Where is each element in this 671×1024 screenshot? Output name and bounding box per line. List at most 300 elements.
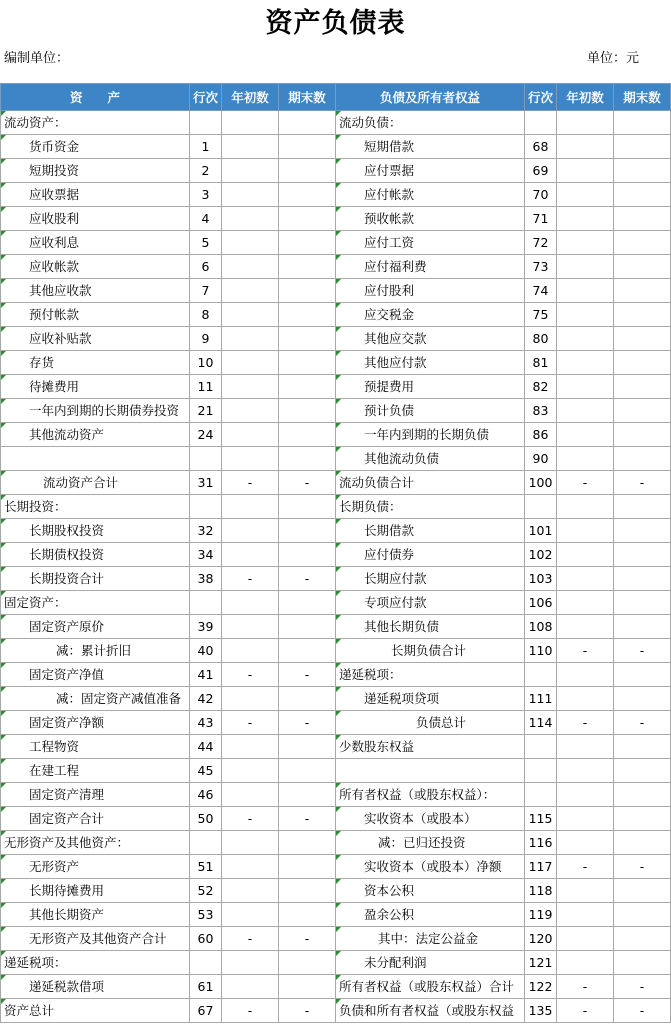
asset-item-cell: 递延税项： <box>1 951 190 975</box>
asset-item-cell: 固定资产清理 <box>1 783 190 807</box>
liability-line-no-cell: 81 <box>525 351 557 375</box>
asset-opening-cell <box>222 855 279 879</box>
liability-line-no-cell <box>525 783 557 807</box>
asset-opening-cell <box>222 687 279 711</box>
asset-line-no-cell: 53 <box>190 903 222 927</box>
asset-closing-cell: - <box>279 663 336 687</box>
asset-line-no-cell: 6 <box>190 255 222 279</box>
table-row <box>1 471 671 495</box>
liability-closing-cell: - <box>614 639 671 663</box>
table-row <box>1 711 671 735</box>
liability-item-cell: 流动负债： <box>336 111 525 135</box>
liability-line-no-cell: 108 <box>525 615 557 639</box>
asset-opening-cell <box>222 951 279 975</box>
asset-line-no-cell <box>190 951 222 975</box>
asset-line-no-cell: 2 <box>190 159 222 183</box>
liability-opening-cell <box>557 951 614 975</box>
asset-opening-cell <box>222 903 279 927</box>
asset-opening-cell <box>222 135 279 159</box>
liability-opening-cell <box>557 567 614 591</box>
table-row <box>1 975 671 999</box>
liability-item-cell: 应交税金 <box>336 303 525 327</box>
liability-opening-cell <box>557 231 614 255</box>
asset-item-cell: 应收利息 <box>1 231 190 255</box>
asset-item-cell: 长期股权投资 <box>1 519 190 543</box>
asset-item-cell: 流动资产： <box>1 111 190 135</box>
liability-closing-cell <box>614 927 671 951</box>
liability-closing-cell <box>614 783 671 807</box>
liability-opening-cell <box>557 447 614 471</box>
table-row <box>1 231 671 255</box>
liability-line-no-cell: 71 <box>525 207 557 231</box>
asset-line-no-cell: 1 <box>190 135 222 159</box>
asset-closing-cell <box>279 831 336 855</box>
asset-opening-cell <box>222 303 279 327</box>
asset-closing-cell <box>279 591 336 615</box>
liability-line-no-cell: 68 <box>525 135 557 159</box>
header-opening-right: 年初数 <box>557 84 614 111</box>
header-opening: 年初数 <box>222 84 279 111</box>
table-row <box>1 879 671 903</box>
asset-opening-cell <box>222 207 279 231</box>
liability-opening-cell <box>557 351 614 375</box>
asset-opening-cell <box>222 327 279 351</box>
asset-line-no-cell <box>190 495 222 519</box>
asset-item-cell: 固定资产净额 <box>1 711 190 735</box>
table-row <box>1 999 671 1023</box>
asset-line-no-cell: 3 <box>190 183 222 207</box>
asset-line-no-cell: 5 <box>190 231 222 255</box>
asset-item-cell: 长期投资： <box>1 495 190 519</box>
liability-opening-cell <box>557 927 614 951</box>
asset-item-cell: 货币资金 <box>1 135 190 159</box>
liability-line-no-cell: 90 <box>525 447 557 471</box>
liability-line-no-cell: 102 <box>525 543 557 567</box>
liability-opening-cell <box>557 615 614 639</box>
table-row <box>1 111 671 135</box>
liability-closing-cell <box>614 399 671 423</box>
asset-closing-cell <box>279 735 336 759</box>
liability-item-cell: 长期负债： <box>336 495 525 519</box>
liability-opening-cell <box>557 327 614 351</box>
asset-closing-cell <box>279 207 336 231</box>
asset-item-cell: 应收股利 <box>1 207 190 231</box>
liability-item-cell: 其中：法定公益金 <box>336 927 525 951</box>
liability-opening-cell <box>557 759 614 783</box>
asset-closing-cell <box>279 447 336 471</box>
asset-line-no-cell: 61 <box>190 975 222 999</box>
asset-opening-cell <box>222 615 279 639</box>
asset-item-cell: 长期债权投资 <box>1 543 190 567</box>
table-row <box>1 543 671 567</box>
asset-closing-cell <box>279 255 336 279</box>
asset-closing-cell <box>279 159 336 183</box>
asset-opening-cell <box>222 231 279 255</box>
liability-closing-cell <box>614 279 671 303</box>
header-liabilities-equity: 负债及所有者权益 <box>336 84 525 111</box>
table-row <box>1 735 671 759</box>
table-row <box>1 591 671 615</box>
liability-item-cell: 所有者权益（或股东权益）： <box>336 783 525 807</box>
asset-opening-cell <box>222 111 279 135</box>
asset-opening-cell <box>222 759 279 783</box>
liability-closing-cell <box>614 687 671 711</box>
table-row <box>1 207 671 231</box>
asset-closing-cell: - <box>279 471 336 495</box>
table-row <box>1 135 671 159</box>
asset-line-no-cell: 31 <box>190 471 222 495</box>
table-row <box>1 351 671 375</box>
asset-opening-cell <box>222 495 279 519</box>
liability-item-cell: 长期负债合计 <box>336 639 525 663</box>
liability-closing-cell: - <box>614 999 671 1023</box>
liability-item-cell: 长期借款 <box>336 519 525 543</box>
liability-closing-cell <box>614 567 671 591</box>
liability-opening-cell <box>557 807 614 831</box>
asset-opening-cell <box>222 447 279 471</box>
asset-line-no-cell: 46 <box>190 783 222 807</box>
liability-closing-cell <box>614 807 671 831</box>
asset-closing-cell <box>279 231 336 255</box>
liability-closing-cell: - <box>614 855 671 879</box>
liability-item-cell: 长期应付款 <box>336 567 525 591</box>
table-row <box>1 759 671 783</box>
liability-closing-cell <box>614 111 671 135</box>
asset-item-cell <box>1 447 190 471</box>
asset-closing-cell <box>279 687 336 711</box>
asset-item-cell: 减：固定资产减值准备 <box>1 687 190 711</box>
asset-closing-cell: - <box>279 567 336 591</box>
liability-closing-cell <box>614 951 671 975</box>
liability-line-no-cell: 82 <box>525 375 557 399</box>
asset-closing-cell <box>279 327 336 351</box>
asset-opening-cell: - <box>222 663 279 687</box>
liability-line-no-cell: 116 <box>525 831 557 855</box>
liability-line-no-cell: 110 <box>525 639 557 663</box>
asset-line-no-cell: 11 <box>190 375 222 399</box>
liability-closing-cell <box>614 519 671 543</box>
asset-item-cell: 工程物资 <box>1 735 190 759</box>
liability-item-cell: 其他应交款 <box>336 327 525 351</box>
asset-item-cell: 应收票据 <box>1 183 190 207</box>
table-row <box>1 255 671 279</box>
liability-item-cell: 实收资本（或股本）净额 <box>336 855 525 879</box>
table-row <box>1 159 671 183</box>
liability-line-no-cell: 119 <box>525 903 557 927</box>
liability-closing-cell <box>614 543 671 567</box>
asset-line-no-cell: 7 <box>190 279 222 303</box>
asset-line-no-cell <box>190 111 222 135</box>
asset-line-no-cell <box>190 831 222 855</box>
liability-closing-cell <box>614 423 671 447</box>
asset-closing-cell <box>279 111 336 135</box>
liability-line-no-cell: 118 <box>525 879 557 903</box>
liability-closing-cell <box>614 375 671 399</box>
asset-closing-cell: - <box>279 927 336 951</box>
table-row <box>1 447 671 471</box>
asset-line-no-cell: 43 <box>190 711 222 735</box>
org-label: 编制单位： <box>4 51 70 66</box>
asset-line-no-cell: 39 <box>190 615 222 639</box>
table-row <box>1 399 671 423</box>
liability-opening-cell: - <box>557 855 614 879</box>
table-row <box>1 423 671 447</box>
liability-closing-cell <box>614 255 671 279</box>
asset-opening-cell <box>222 399 279 423</box>
asset-closing-cell: - <box>279 999 336 1023</box>
liability-opening-cell: - <box>557 999 614 1023</box>
asset-opening-cell <box>222 543 279 567</box>
liability-opening-cell: - <box>557 471 614 495</box>
header-line-no-right: 行次 <box>525 84 557 111</box>
liability-closing-cell <box>614 303 671 327</box>
liability-line-no-cell: 111 <box>525 687 557 711</box>
liability-item-cell: 应付票据 <box>336 159 525 183</box>
liability-line-no-cell: 135 <box>525 999 557 1023</box>
liability-opening-cell <box>557 879 614 903</box>
asset-item-cell: 固定资产原价 <box>1 615 190 639</box>
liability-item-cell: 其他流动负债 <box>336 447 525 471</box>
liability-item-cell: 应付帐款 <box>336 183 525 207</box>
liability-opening-cell <box>557 207 614 231</box>
liability-closing-cell <box>614 231 671 255</box>
liability-item-cell: 减：已归还投资 <box>336 831 525 855</box>
asset-line-no-cell: 34 <box>190 543 222 567</box>
asset-opening-cell: - <box>222 999 279 1023</box>
liability-line-no-cell: 117 <box>525 855 557 879</box>
liability-opening-cell <box>557 903 614 927</box>
unit-label: 单位：元 <box>586 51 639 66</box>
asset-opening-cell <box>222 375 279 399</box>
asset-item-cell: 固定资产： <box>1 591 190 615</box>
asset-line-no-cell: 9 <box>190 327 222 351</box>
asset-line-no-cell <box>190 591 222 615</box>
liability-line-no-cell: 74 <box>525 279 557 303</box>
asset-opening-cell <box>222 591 279 615</box>
liability-item-cell: 流动负债合计 <box>336 471 525 495</box>
liability-line-no-cell: 73 <box>525 255 557 279</box>
liability-closing-cell <box>614 831 671 855</box>
liability-opening-cell <box>557 255 614 279</box>
liability-item-cell <box>336 759 525 783</box>
liability-item-cell: 专项应付款 <box>336 591 525 615</box>
liability-opening-cell <box>557 831 614 855</box>
liability-opening-cell <box>557 663 614 687</box>
asset-closing-cell <box>279 375 336 399</box>
page-title: 资产负债表 <box>265 8 406 39</box>
asset-item-cell: 递延税款借项 <box>1 975 190 999</box>
asset-closing-cell <box>279 519 336 543</box>
table-row <box>1 279 671 303</box>
table-row <box>1 327 671 351</box>
liability-closing-cell <box>614 183 671 207</box>
asset-opening-cell: - <box>222 927 279 951</box>
table-row <box>1 495 671 519</box>
liability-line-no-cell: 115 <box>525 807 557 831</box>
asset-closing-cell <box>279 183 336 207</box>
table-row <box>1 783 671 807</box>
asset-item-cell: 流动资产合计 <box>1 471 190 495</box>
table-row <box>1 903 671 927</box>
table-row <box>1 519 671 543</box>
asset-closing-cell <box>279 135 336 159</box>
liability-closing-cell <box>614 663 671 687</box>
asset-opening-cell <box>222 639 279 663</box>
asset-closing-cell <box>279 543 336 567</box>
asset-closing-cell <box>279 855 336 879</box>
asset-item-cell: 其他长期资产 <box>1 903 190 927</box>
asset-closing-cell <box>279 975 336 999</box>
table-row <box>1 927 671 951</box>
liability-line-no-cell: 122 <box>525 975 557 999</box>
liability-item-cell: 预收帐款 <box>336 207 525 231</box>
liability-closing-cell <box>614 903 671 927</box>
asset-item-cell: 资产总计 <box>1 999 190 1023</box>
asset-opening-cell <box>222 159 279 183</box>
asset-line-no-cell: 21 <box>190 399 222 423</box>
asset-opening-cell <box>222 351 279 375</box>
table-row <box>1 567 671 591</box>
liability-item-cell: 实收资本（或股本） <box>336 807 525 831</box>
liability-closing-cell <box>614 327 671 351</box>
asset-closing-cell <box>279 759 336 783</box>
liability-line-no-cell: 103 <box>525 567 557 591</box>
liability-closing-cell <box>614 495 671 519</box>
liability-item-cell: 应付债券 <box>336 543 525 567</box>
asset-opening-cell <box>222 255 279 279</box>
liability-item-cell: 一年内到期的长期负债 <box>336 423 525 447</box>
liability-item-cell: 其他长期负债 <box>336 615 525 639</box>
liability-line-no-cell: 70 <box>525 183 557 207</box>
asset-item-cell: 待摊费用 <box>1 375 190 399</box>
asset-opening-cell <box>222 423 279 447</box>
liability-closing-cell <box>614 135 671 159</box>
balance-sheet-table <box>0 83 671 1023</box>
asset-item-cell: 应收补贴款 <box>1 327 190 351</box>
asset-item-cell: 无形资产及其他资产合计 <box>1 927 190 951</box>
asset-closing-cell: - <box>279 711 336 735</box>
asset-opening-cell: - <box>222 567 279 591</box>
asset-closing-cell <box>279 639 336 663</box>
table-row <box>1 183 671 207</box>
liability-item-cell: 资本公积 <box>336 879 525 903</box>
liability-opening-cell <box>557 279 614 303</box>
liability-item-cell: 预提费用 <box>336 375 525 399</box>
liability-item-cell: 未分配利润 <box>336 951 525 975</box>
liability-opening-cell <box>557 183 614 207</box>
liability-opening-cell <box>557 783 614 807</box>
asset-item-cell: 预付帐款 <box>1 303 190 327</box>
asset-item-cell: 一年内到期的长期债券投资 <box>1 399 190 423</box>
liability-line-no-cell <box>525 735 557 759</box>
liability-line-no-cell <box>525 111 557 135</box>
asset-item-cell: 其他应收款 <box>1 279 190 303</box>
asset-closing-cell <box>279 399 336 423</box>
liability-closing-cell <box>614 447 671 471</box>
table-row <box>1 831 671 855</box>
asset-item-cell: 长期待摊费用 <box>1 879 190 903</box>
liability-line-no-cell: 72 <box>525 231 557 255</box>
asset-item-cell: 应收帐款 <box>1 255 190 279</box>
liability-opening-cell <box>557 399 614 423</box>
table-row <box>1 687 671 711</box>
table-row <box>1 303 671 327</box>
asset-item-cell: 其他流动资产 <box>1 423 190 447</box>
asset-opening-cell <box>222 831 279 855</box>
asset-closing-cell <box>279 783 336 807</box>
liability-item-cell: 应付股利 <box>336 279 525 303</box>
liability-line-no-cell: 75 <box>525 303 557 327</box>
asset-opening-cell <box>222 879 279 903</box>
liability-closing-cell <box>614 759 671 783</box>
asset-opening-cell: - <box>222 711 279 735</box>
liability-opening-cell <box>557 591 614 615</box>
asset-line-no-cell: 8 <box>190 303 222 327</box>
liability-closing-cell <box>614 207 671 231</box>
liability-opening-cell <box>557 735 614 759</box>
asset-line-no-cell: 67 <box>190 999 222 1023</box>
liability-closing-cell: - <box>614 471 671 495</box>
asset-line-no-cell: 52 <box>190 879 222 903</box>
asset-item-cell: 减：累计折旧 <box>1 639 190 663</box>
header-closing: 期末数 <box>279 84 336 111</box>
asset-opening-cell: - <box>222 807 279 831</box>
liability-opening-cell <box>557 135 614 159</box>
asset-line-no-cell: 32 <box>190 519 222 543</box>
asset-closing-cell <box>279 903 336 927</box>
liability-closing-cell <box>614 591 671 615</box>
asset-item-cell: 短期投资 <box>1 159 190 183</box>
asset-line-no-cell: 10 <box>190 351 222 375</box>
liability-line-no-cell <box>525 663 557 687</box>
asset-line-no-cell: 60 <box>190 927 222 951</box>
liability-opening-cell <box>557 519 614 543</box>
table-row <box>1 615 671 639</box>
liability-line-no-cell: 101 <box>525 519 557 543</box>
liability-item-cell: 盈余公积 <box>336 903 525 927</box>
asset-item-cell: 固定资产合计 <box>1 807 190 831</box>
liability-opening-cell <box>557 303 614 327</box>
liability-item-cell: 应付福利费 <box>336 255 525 279</box>
asset-line-no-cell: 44 <box>190 735 222 759</box>
liability-opening-cell <box>557 159 614 183</box>
asset-opening-cell <box>222 975 279 999</box>
liability-opening-cell <box>557 111 614 135</box>
liability-item-cell: 短期借款 <box>336 135 525 159</box>
table-row <box>1 663 671 687</box>
asset-closing-cell <box>279 615 336 639</box>
liability-closing-cell <box>614 735 671 759</box>
liability-line-no-cell: 69 <box>525 159 557 183</box>
asset-opening-cell: - <box>222 471 279 495</box>
asset-line-no-cell: 50 <box>190 807 222 831</box>
asset-opening-cell <box>222 279 279 303</box>
asset-opening-cell <box>222 783 279 807</box>
liability-item-cell: 负债总计 <box>336 711 525 735</box>
liability-item-cell: 所有者权益（或股东权益）合计 <box>336 975 525 999</box>
asset-item-cell: 长期投资合计 <box>1 567 190 591</box>
liability-item-cell: 递延税项贷项 <box>336 687 525 711</box>
asset-closing-cell: - <box>279 807 336 831</box>
liability-closing-cell <box>614 615 671 639</box>
asset-opening-cell <box>222 735 279 759</box>
liability-opening-cell <box>557 423 614 447</box>
liability-item-cell: 其他应付款 <box>336 351 525 375</box>
table-row <box>1 807 671 831</box>
asset-line-no-cell: 24 <box>190 423 222 447</box>
liability-line-no-cell: 120 <box>525 927 557 951</box>
liability-opening-cell: - <box>557 975 614 999</box>
